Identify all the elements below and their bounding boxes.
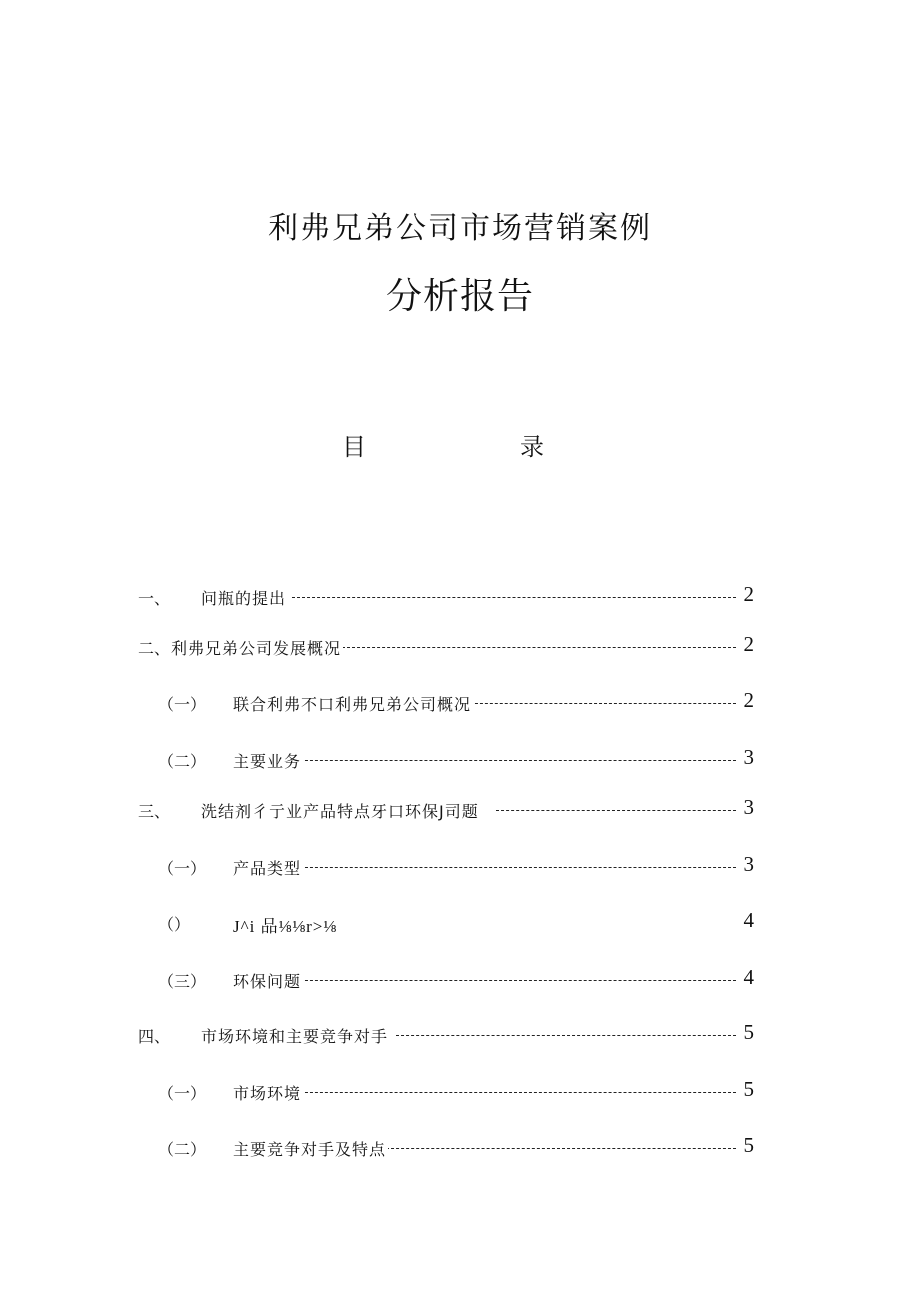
toc-entry[interactable] [0, 582, 920, 612]
toc-entry-page: 2 [743, 582, 754, 606]
toc-entry-number: （一） [158, 1084, 207, 1103]
toc-entry-number: 三、 [138, 802, 171, 821]
toc-entry-title: 洗结剂彳亍业产品特点牙口环保J司题 [201, 799, 481, 822]
toc-entry-title: 主要业务 [233, 749, 303, 772]
toc-leader-dots [342, 647, 736, 648]
toc-leader-dots [300, 1092, 736, 1093]
toc-entry-title: 主要竞争对手及特点 [233, 1137, 388, 1160]
toc-leader-dots [496, 810, 736, 811]
toc-entry-page: 3 [743, 795, 754, 819]
toc-entry-number: 四、 [138, 1027, 171, 1046]
toc-entry[interactable] [0, 852, 920, 882]
toc-entry-page: 4 [743, 965, 754, 989]
document-subtitle: 分析报告 [385, 276, 534, 317]
toc-entry[interactable] [0, 1020, 920, 1050]
toc-entry-page: 5 [743, 1133, 754, 1157]
toc-entry-title: 市场环境和主要竞争对手 [201, 1024, 390, 1047]
toc-entry-number: （二） [158, 752, 207, 771]
toc-entry-number: （一） [158, 859, 207, 878]
toc-entry-page: 3 [743, 745, 754, 769]
toc-entry[interactable] [0, 908, 920, 938]
toc-heading-left: 目 [342, 433, 366, 461]
toc-entry-page: 4 [743, 908, 754, 932]
toc-entry[interactable] [0, 688, 920, 718]
toc-entry-page: 2 [743, 688, 754, 712]
toc-entry-page: 2 [743, 632, 754, 656]
toc-entry-title: 联合利弗不口利弗兄弟公司概况 [233, 692, 473, 715]
toc-entry-title: 产品类型 [233, 856, 303, 879]
toc-heading-right: 录 [520, 433, 544, 461]
toc-entry-title: 问瓶的提出 [201, 586, 288, 609]
toc-entry[interactable] [0, 1077, 920, 1107]
toc-entry-title: 利弗兄弟公司发展概况 [171, 636, 343, 659]
toc-leader-dots [386, 1148, 736, 1149]
toc-entry-number: （一） [158, 695, 207, 714]
toc-entry-number: 一、 [138, 589, 171, 608]
toc-entry-page: 5 [743, 1077, 754, 1101]
toc-leader-dots [300, 980, 736, 981]
toc-entry[interactable] [0, 1133, 920, 1163]
toc-entry-number: （三） [158, 972, 207, 991]
toc-entry-page: 3 [743, 852, 754, 876]
toc-entry[interactable] [0, 632, 920, 662]
toc-entry-number: （） [158, 915, 191, 934]
toc-leader-dots [470, 703, 736, 704]
toc-entry-title: J^i 品⅛⅛r>⅛ [233, 912, 339, 937]
toc-leader-dots [300, 867, 736, 868]
toc-entry-page: 5 [743, 1020, 754, 1044]
toc-entry-title: 环保问题 [233, 969, 303, 992]
toc-leader-dots [396, 1035, 736, 1036]
toc-entry[interactable] [0, 795, 920, 825]
toc-entry[interactable] [0, 745, 920, 775]
toc-entry-number: 二、 [138, 639, 171, 658]
toc-entry-title: 市场环境 [233, 1081, 303, 1104]
toc-entry[interactable] [0, 965, 920, 995]
document-title: 利弗兄弟公司市场营销案例 [268, 211, 652, 246]
toc-leader-dots [292, 597, 736, 598]
toc-entry-number: （二） [158, 1140, 207, 1159]
toc-leader-dots [300, 760, 736, 761]
